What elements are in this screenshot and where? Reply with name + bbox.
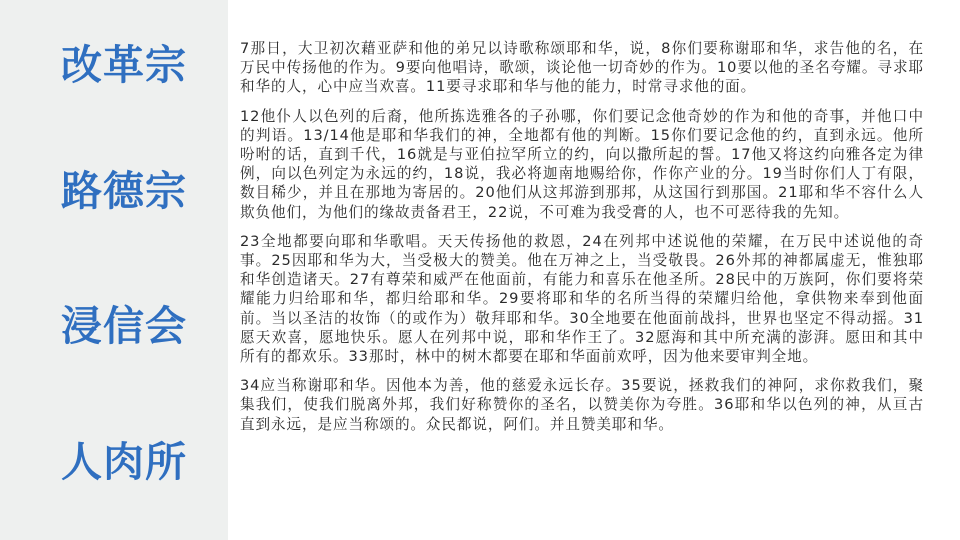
right-margin-strip <box>948 0 960 540</box>
denomination-label-fourth: 人肉所 <box>61 438 187 486</box>
denomination-label-lutheran: 路德宗 <box>61 167 187 215</box>
scripture-paragraph: 34应当称谢耶和华。因他本为善，他的慈爱永远长存。35要说，拯救我们的神阿，求你救我们，聚集我们，使我们脱离外邦，我们好称赞你的圣名，以赞美你为夸胜。36耶和华以色列的神，从亘古直到永远，是应当称颂的。众民都说，阿们。并且赞美耶和华。 <box>240 377 924 433</box>
denomination-label-baptist: 浸信会 <box>61 302 187 350</box>
scripture-paragraph: 12他仆人以色列的后裔，他所拣选雅各的子孙哪，你们要记念他奇妙的作为和他的奇事，并他口中的判语。13/14他是耶和华我们的神，全地都有他的判断。15你们要记念他的约，直到永远。他所吩咐的话，直到千代，16就是与亚伯拉罕所立的约，向以撒所起的誓。17他又将这约向雅各定为律例，向以色列定为永远的约，18说，我必将迦南地赐给你，作你产业的分。19当时你们人丁有限，数目稀少，并且在那地为寄居的。20他们从这邦游到那邦，从这国行到那国。21耶和华不容什么人欺负他们，为他们的缘故责备君王，22说，不可难为我受膏的人，也不可恶待我的先知。 <box>240 107 924 221</box>
scripture-paragraph: 23全地都要向耶和华歌唱。天天传扬他的救恩，24在列邦中述说他的荣耀，在万民中述说他的奇事。25因耶和华为大，当受极大的赞美。他在万神之上，当受敬畏。26外邦的神都属虚无，惟独耶和华创造诸天。27有尊荣和威严在他面前，有能力和喜乐在他圣所。28民中的万族阿，你们要将荣耀能力归给耶和华，都归给耶和华。29要将耶和华的名所当得的荣耀归给他，拿供物来奉到他面前。当以圣洁的妆饰（的或作为）敬拜耶和华。30全地要在他面前战抖，世界也坚定不得动摇。31愿天欢喜，愿地快乐。愿人在列邦中说，耶和华作王了。32愿海和其中所充满的澎湃。愿田和其中所有的都欢乐。33那时，林中的树木都要在耶和华面前欢呼，因为他来要审判全地。 <box>240 232 924 366</box>
scripture-text-area <box>240 39 924 444</box>
denomination-label-reformed: 改革宗 <box>61 41 187 89</box>
scripture-paragraph: 7那日，大卫初次藉亚萨和他的弟兄以诗歌称颂耶和华，说，8你们要称谢耶和华，求告他的名，在万民中传扬他的作为。9要向他唱诗，歌颂，谈论他一切奇妙的作为。10要以他的圣名夸耀。寻求耶和华的人，心中应当欢喜。11要寻求耶和华与他的能力，时常寻求他的面。 <box>240 40 924 96</box>
